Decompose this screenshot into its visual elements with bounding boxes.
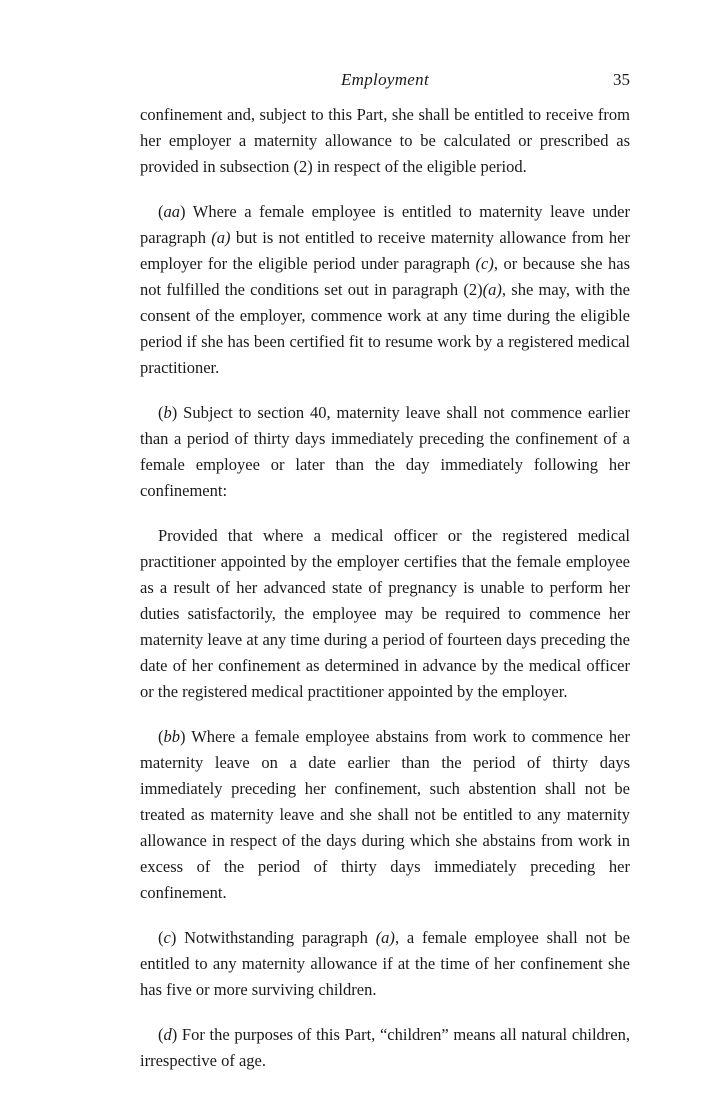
paragraph-text: Where a female employee abstains from work to commence her maternity leave on a date earlier than the period of thirty days immediately preceding her confinement, such abstention shall not be treated as maternity leave and she shall not be entitled to any maternity allowance in respect of the days during which she abstains from work in excess of the period of thirty days immediately preceding her confinement.	[140, 727, 630, 902]
paragraph-reference: (a)	[211, 228, 231, 247]
paragraph-text-segment: Where a female employee is entitled to maternity leave under paragraph	[140, 202, 630, 247]
paragraph-reference: (a)	[482, 280, 502, 299]
paragraph-text-segment: , a female employee shall not be entitled to any maternity allowance if at the time of her confinement she has five or more surviving children.	[140, 928, 631, 999]
paragraph-bb: (bb) Where a female employee abstains from work to commence her maternity leave on a date earlier than the period of thirty days immediately preceding her confinement, such abstention shall not be treated as maternity leave and she shall not be entitled to any maternity allowance in respect of the days during which she abstains from work in excess of the period of thirty days immediately preceding her confinement.	[140, 727, 630, 902]
paragraph-text-segment: Notwithstanding paragraph	[184, 928, 376, 947]
paragraph-text: Subject to section 40, maternity leave shall not commence earlier than a period of thirty days immediately preceding the confinement of a female employee or later than the day immediately following her confinement:	[140, 403, 630, 500]
page-number: 35	[613, 70, 630, 89]
paragraph-label: b	[163, 403, 172, 422]
body-text	[140, 102, 630, 1093]
paragraph-text: For the purposes of this Part, “children” means all natural children, irrespective of age.	[140, 1025, 631, 1070]
paragraph-text-segment: , she may, with the consent of the employer, commence work at any time during the eligible period if she has been certified fit to resume work by a registered medical practitioner.	[140, 280, 630, 377]
paragraph-label: aa	[163, 202, 180, 221]
paragraph-text: confinement and, subject to this Part, she shall be entitled to receive from her employer a maternity allowance to be calculated or prescribed as provided in subsection (2) in respect of the eligible period.	[140, 105, 630, 176]
running-header	[140, 70, 630, 92]
paragraph-c: (c) Notwithstanding paragraph (a), a female employee shall not be entitled to any maternity allowance if at the time of her confinement she has five or more surviving children.	[140, 928, 631, 999]
paragraph-text: Provided that where a medical officer or the registered medical practitioner appointed by the employer certifies that the female employee as a result of her advanced state of pregnancy is unable to perform her duties satisfactorily, the employee may be required to commence her maternity leave at any time during a period of fourteen days preceding the date of her confinement as determined in advance by the medical officer or the registered medical practitioner appointed by the employer.	[140, 526, 630, 701]
paragraph-text-segment: but is not entitled to receive maternity allowance from her employer for the eligible period under paragraph	[140, 228, 630, 273]
paragraph-reference: (c)	[475, 254, 494, 273]
paragraph-b: (b) Subject to section 40, maternity leave shall not commence earlier than a period of thirty days immediately preceding the confinement of a female employee or later than the day immediately following her confinement:	[140, 403, 630, 500]
paragraph-continuation	[140, 102, 630, 180]
paragraph-reference: (a)	[375, 928, 395, 947]
running-title: Employment	[341, 70, 429, 89]
paragraph-text-segment: , or because she has not fulfilled the conditions set out in paragraph (2)	[140, 254, 630, 299]
paragraph-label: d	[163, 1025, 172, 1044]
paragraph-proviso	[140, 523, 630, 705]
paragraph-aa: (aa) Where a female employee is entitled to maternity leave under paragraph (a) but is not entitled to receive maternity allowance from her employer for the eligible period under paragraph (c), or because she has not fulfilled the conditions set out in paragraph (2)(a), she may, with the consent of the employer, commence work at any time during the eligible period if she has been certified fit to resume work by a registered medical practitioner.	[140, 202, 630, 377]
paragraph-label: c	[163, 928, 171, 947]
paragraph-label: bb	[163, 727, 180, 746]
paragraph-d: (d) For the purposes of this Part, “children” means all natural children, irrespective of age.	[140, 1025, 631, 1070]
